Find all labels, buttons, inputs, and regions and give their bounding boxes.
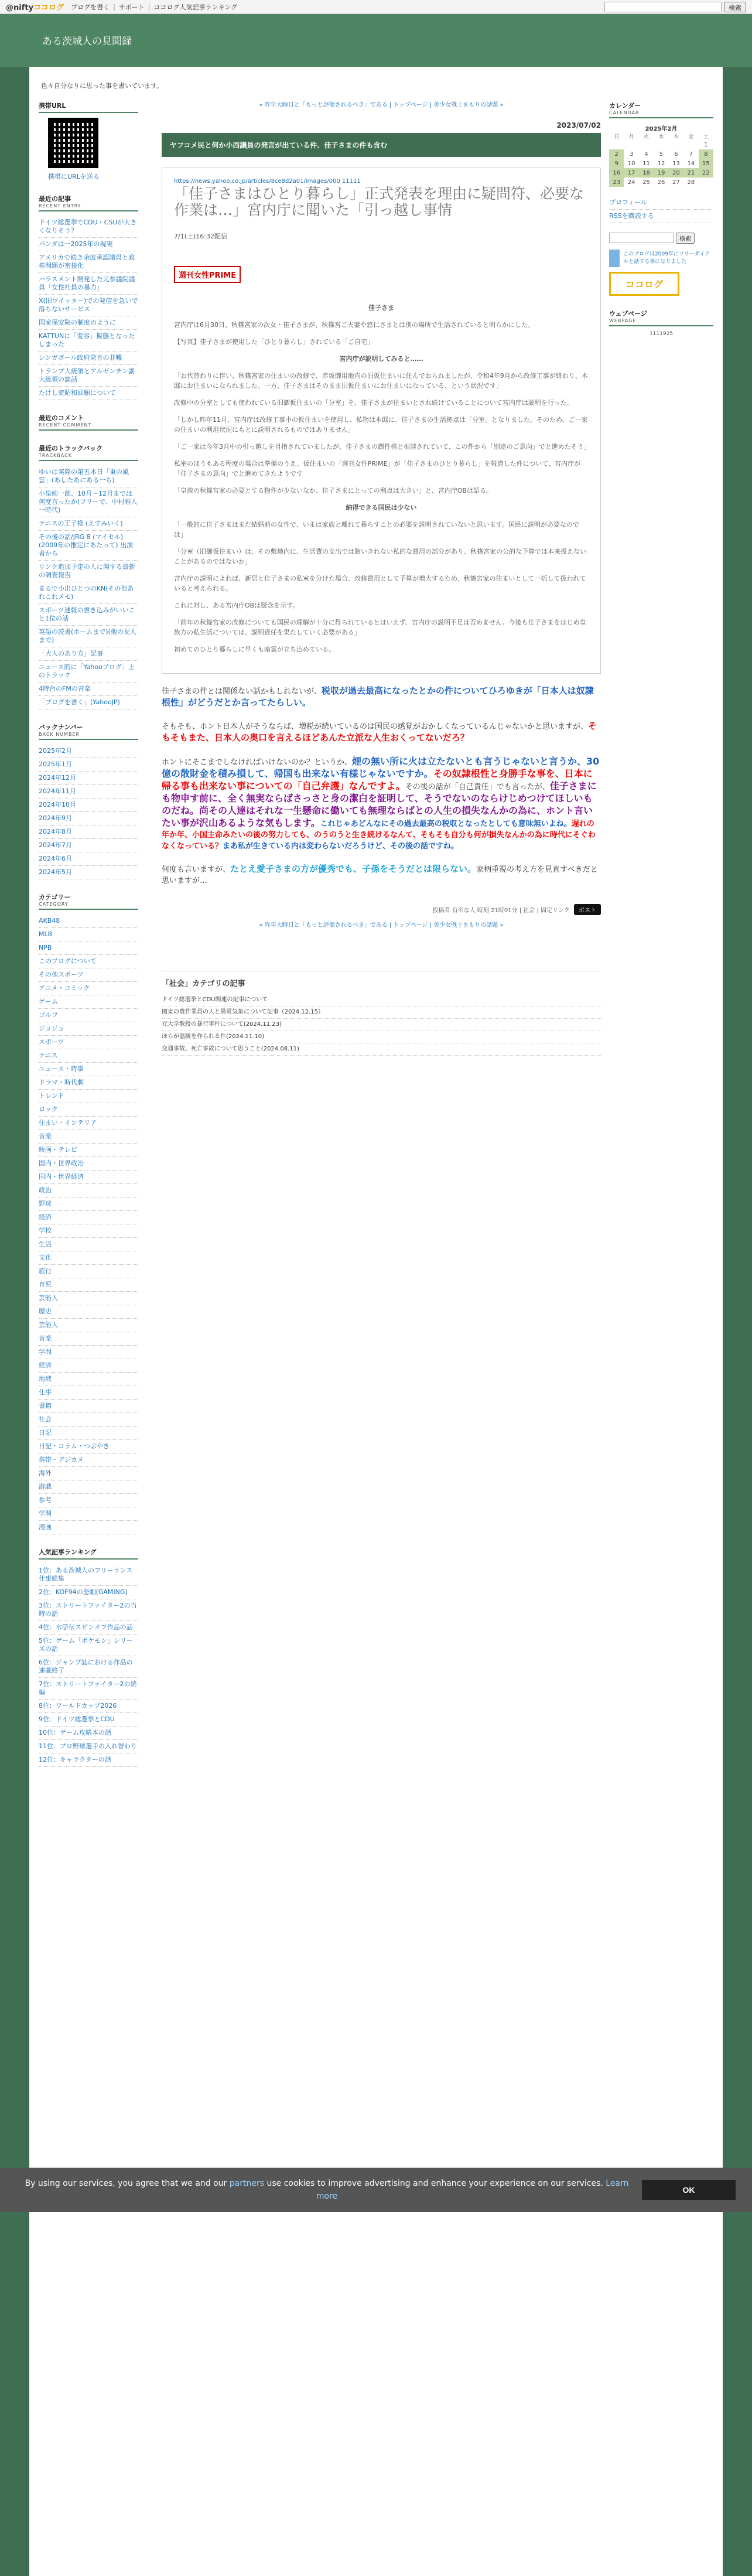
trackback-link[interactable]: スポーツ速報の書き込みがいいこと1位の話 — [39, 604, 138, 626]
ranking-link[interactable]: 5位：ゲーム「ポケモン」シリーズの話 — [39, 1635, 138, 1656]
webpage-heading: ウェブページ — [609, 310, 647, 318]
category-link[interactable]: 育児 — [39, 1278, 138, 1292]
right-sidebar — [609, 101, 713, 337]
category-link[interactable]: 音楽 — [39, 1332, 138, 1346]
calendar-day — [683, 140, 698, 149]
trackback-link[interactable]: リンク追加予定の人に関する最新の調査報告 — [39, 561, 138, 582]
calendar-day[interactable]: 15 — [699, 159, 713, 168]
recent-entry-link[interactable]: トランプ大統領とアルゼンチン副大統領の談話 — [39, 365, 138, 387]
category-link[interactable]: 国内・世界経済 — [39, 1171, 138, 1184]
calendar-day[interactable]: 14 — [687, 160, 695, 167]
calendar-day[interactable]: 17 — [624, 168, 638, 178]
calendar-day[interactable]: 3 — [629, 151, 634, 158]
entry-title: ヤフコメ民と何か小西議員の発言が出ている件、佳子さまの件も含む — [162, 133, 601, 157]
trackback-link[interactable]: 「大人のあり方」記事 — [39, 647, 138, 661]
category-link[interactable]: 野球 — [39, 1197, 138, 1211]
backnumber-link[interactable]: 2024年7月 — [39, 839, 138, 852]
calendar-day[interactable]: 5 — [659, 151, 664, 158]
ranking-link[interactable]: 4位：水滸伝スピンオフ作品の話 — [39, 1621, 138, 1635]
category-link[interactable]: トレンド — [39, 1090, 138, 1103]
calendar-day[interactable]: 28 — [687, 179, 695, 186]
calendar-day[interactable]: 18 — [639, 168, 654, 178]
p3-emph-i: 遅れの年か年、小国主命みたいの後の努力しても、のうのうと生き続けるなんて、そもそも自分も何が損失なんかの為に時代にそぐわなくなっている？ — [162, 820, 596, 851]
p3-text-a: ホントにそこまでしなければいけないのか？というか、 — [162, 758, 353, 767]
calendar-day[interactable]: 19 — [654, 168, 668, 178]
recent-entries-list — [39, 216, 138, 400]
quote-paragraph: 「お代替わりに伴い、秋篠宮家の住まいの改修で、赤坂御用地内の旧仮住まいに住んでおられましたが、令和4年9月から改修工事が終わり、本邸にお住まいになられました。一方、佳子さまはそのまま旧仮住まいにお住まいになっている、という状況です」 — [174, 372, 588, 390]
quote-paragraph: 佳子さま — [368, 304, 394, 312]
calendar-day[interactable]: 2 — [609, 149, 624, 159]
calendar-day — [639, 140, 654, 149]
backnumber-link[interactable]: 2025年2月 — [39, 745, 138, 758]
cocolog-banner[interactable]: ココログ — [609, 272, 679, 296]
category-link[interactable]: 社会 — [39, 1413, 138, 1427]
quote-paragraph: 「ご一家は今年3月中の引っ越しを目指されていましたが、佳子さまの御性格と相談されていて、この件から「別途のご意向」でと進めたそう」 — [174, 443, 590, 451]
ranking-link[interactable]: 6位：ジャンプ誌における作品の連載終了 — [39, 1656, 138, 1678]
body-paragraph-3 — [162, 756, 601, 852]
category-link[interactable]: ゲーム — [39, 995, 138, 1009]
calendar-day[interactable]: 20 — [669, 168, 683, 178]
body-paragraph-1 — [162, 685, 601, 709]
cookie-banner — [0, 2168, 752, 2212]
ranking-link[interactable]: 10位：ゲーム攻略本の話 — [39, 1727, 138, 1740]
calendar-weekday: 金 — [688, 134, 694, 140]
recent-comments-heading: 最近のコメント — [39, 414, 84, 422]
calendar-day[interactable]: 8 — [699, 149, 713, 159]
top-search-button[interactable]: 検索 — [724, 2, 746, 12]
calendar-day[interactable]: 13 — [672, 160, 680, 167]
quote-paragraph: これに対し、ある宮内庁OBは疑念を示す。 — [174, 602, 299, 609]
category-link[interactable]: 音楽 — [39, 1130, 138, 1144]
category-link[interactable]: 海外 — [39, 1467, 138, 1480]
calendar-weekday: 木 — [673, 134, 679, 140]
trackback-link[interactable]: ニュース的に「Yahooブログ」上のトラック — [39, 661, 138, 683]
mobile-url-heading: 携帯URL — [39, 102, 66, 110]
calendar-weekday: 火 — [644, 134, 650, 140]
backnumber-link[interactable]: 2024年6月 — [39, 852, 138, 866]
quote-paragraph: 「皇族の秋篠宮家の必要とする物件が少ないなか、佳子さまにとっての利点は大きい」と、宮内庁OBは語る。 — [174, 487, 493, 494]
p3-emph-b: 煙の無い所に火は立たないとも言うじゃない — [352, 756, 540, 767]
backnumber-link[interactable]: 2025年1月 — [39, 758, 138, 772]
related-article-link[interactable]: 関東の農作業員の人と異常気象について記事（2024.12.15） — [162, 1006, 601, 1019]
category-link[interactable]: 芸能人 — [39, 1319, 138, 1332]
ranking-link[interactable]: 9位：ドイツ総選挙とCDU — [39, 1713, 138, 1727]
calendar-day — [609, 140, 624, 149]
quote-paragraph: 「分室（旧御仮住まい）は、その敷地内に、生活費の支出では賄いきれない私的な費用の部分があり、秋篠宮家の公的な予算では本来扱えないことがあるのではないか」 — [174, 548, 586, 565]
support-link[interactable]: サポート — [118, 3, 145, 11]
p3-emph-g: 尚その人達はそれな一生懸命に働いても無理ならばとの人生の損失なんかの為に、ホント言いたい事が沢山あるような気もします。 — [162, 805, 593, 828]
category-link[interactable]: 経済 — [39, 1211, 138, 1224]
recent-entry-link[interactable]: パンダは一2025年の現実 — [39, 238, 138, 251]
tweet-button[interactable]: ポスト — [574, 904, 601, 915]
calendar-day[interactable]: 24 — [627, 179, 635, 186]
category-link[interactable]: 歴史 — [39, 1305, 138, 1319]
trackback-link[interactable]: 英語の読書(ホームまで)(他の友人まで) — [39, 626, 138, 647]
p3-emph-c: と言うか、30億の散財金を積み損して、帰国も出来ない有様じゃないですか。 — [162, 756, 600, 779]
category-link[interactable]: ニュース・時事 — [39, 1063, 138, 1076]
quote-paragraph: 「一般的に佳子さまはまだ結婚前の女性で、いまは家族と離れて暮らすことの必要を説明されていないと思います。国民に説明が必要なのでは」 — [174, 521, 579, 538]
recent-entry-link[interactable]: たけし流昭和回顧について — [39, 387, 138, 400]
right-links — [609, 196, 713, 223]
webpage-sub: WEBPAGE — [609, 318, 637, 323]
quote-paragraph: 宮内庁が説明してみると…… — [339, 355, 423, 363]
category-link[interactable]: 日記 — [39, 1427, 138, 1440]
top-search-input[interactable] — [604, 2, 722, 12]
calendar-heading: カレンダー — [609, 102, 641, 110]
badge-text[interactable]: このブログは2009年にフリーダイアルと話する事になりました — [623, 251, 710, 265]
recent-entries-heading: 最近の記事 — [39, 195, 71, 203]
recent-entry-link[interactable]: アメリカで続き余波承認議員と政権問題が密接化 — [39, 251, 138, 273]
category-link[interactable]: 旅行 — [39, 1265, 138, 1278]
p4-text-c: 家柄重視の考え方を見直すべきだと思いますが… — [162, 865, 598, 885]
ranking-link[interactable]: 7位：ストリートファイター2の続編 — [39, 1678, 138, 1700]
backnumber-link[interactable]: 2024年10月 — [39, 799, 138, 812]
category-link[interactable]: ドラマ・時代劇 — [39, 1076, 138, 1090]
p4-text-a: 何度も言いますが、 — [162, 865, 231, 874]
badge-icon — [609, 250, 620, 267]
quote-paragraph: 【写真】佳子さまが使用した「ひとり暮らし」されている「ご自宅」 — [174, 338, 374, 346]
calendar-day[interactable]: 21 — [683, 168, 698, 178]
category-list — [39, 915, 138, 1534]
trackback-link[interactable]: その後の話/JRG 8 (マイセル)(2009年の推定にあたって) 出演者から — [39, 531, 138, 561]
category-link[interactable]: 文化 — [39, 1251, 138, 1265]
category-link[interactable]: 書籍 — [39, 1400, 138, 1413]
category-link[interactable]: 生活 — [39, 1238, 138, 1251]
ranking-link[interactable]: 2位：KOF94の悲劇(GAMING) — [39, 1586, 138, 1599]
category-link[interactable]: MLB — [39, 928, 138, 941]
trackback-link[interactable]: 「ブログを書く」(YahooJP) — [39, 696, 138, 709]
quote-headline: 「佳子さまはひとり暮らし」正式発表を理由に疑問符、必要な作業は…」宮内庁に聞いた「引っ越し事情 — [174, 185, 584, 219]
ranking-link[interactable]: 1位：ある茨城人のフリーランス仕事総集 — [39, 1564, 138, 1586]
quote-paragraph: 「しかし昨年11月、宮内庁は改修工事中の仮住まいを使用し、私物は本邸に、佳子さまの生活拠点は「分室」となりました。そのため、ご一家の住まいの利用状況にもとに説明されるものではありません」 — [174, 416, 588, 434]
trackbacks-list — [39, 466, 138, 709]
calendar-weekday: 水 — [658, 134, 664, 140]
recent-entry-link[interactable]: X(旧ツイッター)での発信を急いで落ちないサービス — [39, 295, 138, 316]
category-link[interactable]: 仕事 — [39, 1386, 138, 1400]
calendar-weekday: 日 — [614, 134, 620, 140]
related-article-link[interactable]: 交通事故、死亡事故について思うこと(2024.08.11) — [162, 1043, 601, 1056]
quote-paragraph: 宮内庁は6月30日、秋篠宮家の次女・佳子さまが、秋篠宮ご夫妻や悠仁さまとは別の場所で生活されていると明らかにした。 — [174, 321, 534, 329]
recent-comments-sub: RECENT COMMENT — [39, 422, 92, 428]
calendar-day[interactable]: 23 — [609, 178, 624, 187]
category-sub: CATEGORY — [39, 902, 69, 907]
calendar-day[interactable]: 16 — [609, 168, 624, 178]
calendar-day[interactable]: 1 — [704, 141, 708, 148]
side-search — [609, 233, 713, 244]
quote-paragraph: 宮内庁の説明によれば、新居と佳子さまの私室を分けた場合、改修費用として予算が増大するため、秋篠宮家の住まいとして一括して扱われていると考えられる。 — [174, 575, 586, 592]
ranking-heading: 人気記事ランキング — [39, 1548, 97, 1556]
quote-paragraphs — [174, 303, 589, 654]
write-blog-link[interactable]: ブログを書く — [71, 3, 110, 11]
quoted-article — [162, 168, 601, 674]
calendar-day[interactable]: 27 — [672, 179, 680, 186]
category-link[interactable]: 携帯・デジカメ — [39, 1454, 138, 1467]
category-link[interactable]: NPB — [39, 941, 138, 955]
calendar-day[interactable]: 22 — [699, 168, 713, 178]
calendar-title: 2025年2月 — [645, 125, 678, 132]
calendar-sub: CALENDAR — [609, 110, 640, 115]
calendar-day — [624, 140, 638, 149]
body-paragraph-2 — [162, 721, 601, 744]
p1-emphasis: 税収が過去最高になったとかの件についてひろゆきが「日本人は奴隷根性」がどうだとか言ってたらしい。 — [162, 685, 594, 708]
category-link[interactable]: 経済 — [39, 1359, 138, 1373]
trackbacks-sub: TRACKBACK — [39, 453, 72, 458]
p2-text: そもそも、ホント日本人がそうならば、増税が続いているのは国民の感覚がおかしくなっているんじゃないかと思いますが、 — [162, 722, 589, 731]
calendar-weekday: 月 — [628, 134, 634, 140]
related-list — [162, 994, 601, 1056]
calendar-day[interactable]: 10 — [627, 160, 635, 167]
backnumber-list — [39, 745, 138, 879]
category-link[interactable]: AKB48 — [39, 915, 138, 928]
partners-link[interactable]: partners — [229, 2179, 265, 2188]
calendar-day[interactable]: 12 — [657, 160, 665, 167]
recent-entry-link[interactable]: KATTUNに「変容」擬態となったしまった — [39, 330, 138, 352]
top-bar: @niftyココログ ブログを書く | サポート | ココログ人気記事ランキング 検索 — [0, 0, 752, 14]
calendar-day — [654, 140, 668, 149]
calendar-day — [699, 178, 713, 187]
trackback-link[interactable]: まるで小出ひとつのKN(その他あれこれメモ) — [39, 582, 138, 604]
blog-description: 色々自分なりに思った事を書いています。 — [41, 82, 163, 90]
blog-title[interactable]: ある茨城人の見聞録 — [42, 36, 132, 47]
ranking-badge — [609, 250, 713, 267]
calendar — [609, 123, 713, 187]
recent-entry-link[interactable]: ハラスメント開発した元参議院議員「女性社員の暴力」 — [39, 273, 138, 295]
recent-entry-link[interactable]: 国家保安院の制度のように — [39, 316, 138, 330]
related-article-link[interactable]: ほらが温暖を作られる件(2024.11.10) — [162, 1031, 601, 1043]
p1-text: 佳子さまの件とは関係ない話かもしれないが、 — [162, 687, 322, 696]
backnumber-link[interactable]: 2024年11月 — [39, 785, 138, 799]
category-link[interactable]: 学校 — [39, 1224, 138, 1238]
category-link[interactable]: 漫画 — [39, 1521, 138, 1534]
category-link[interactable]: 学問 — [39, 1507, 138, 1521]
access-counter: 1111925 — [649, 331, 674, 337]
category-link[interactable]: 映画・テレビ — [39, 1144, 138, 1157]
trackback-link[interactable]: 小泉純一郎、10月～12月までは何度言ったか(フリーで、中村雅人一時代) — [39, 487, 138, 517]
category-link[interactable]: 游戯 — [39, 1480, 138, 1494]
p3-text-e: その後の話が「自己責任」でも言ったが、 — [405, 783, 550, 791]
p3-emph-d: その奴隷根性と身勝手な事を、日本に帰る事も出来ない事についての「自己弁護」なんですよ。 — [162, 768, 593, 791]
body-paragraph-4 — [162, 864, 601, 886]
p3-emph-h: これじゃあどんなにその過去最高の税収となったとしても意味無いよね。 — [320, 820, 572, 828]
ranking-list — [39, 1564, 138, 1767]
category-link[interactable]: ゴルフ — [39, 1009, 138, 1022]
related-heading: 「社会」カテゴリの記事 — [162, 971, 601, 988]
send-url-link[interactable]: 携帯にURLを送る — [48, 173, 100, 180]
quote-paragraph: 「前年の秋篠宮家の改修についても国民の理解が十分に得られているとはいえず、宮内庁の説明不足は否めません。今後も佳子さまをはじめ皇族方の私生活については、説明責任を果たしていく必要がある」 — [174, 619, 586, 636]
main-content — [162, 101, 601, 1056]
cookie-message: By using our services, you agree that we and our partners use cookies to improve advertising and enhance your experience on our services. Learn more — [25, 2179, 629, 2201]
nifty-logo[interactable]: @niftyココログ — [6, 4, 64, 12]
qr-code — [48, 118, 98, 168]
calendar-day[interactable]: 4 — [644, 151, 648, 158]
backnumber-link[interactable]: 2024年5月 — [39, 866, 138, 879]
backnumber-link[interactable]: 2024年9月 — [39, 812, 138, 825]
category-link[interactable]: ロック — [39, 1103, 138, 1117]
trackback-link[interactable]: テニスの王子様 (えすみいく) — [39, 517, 138, 531]
p2-emphasis: そもそもまた、日本人の奥口を言えるほどあんた立派な人生おくってないだろ？ — [162, 721, 597, 743]
prime-logo: 週刊女性PRIME — [174, 266, 241, 283]
calendar-day[interactable]: 9 — [609, 159, 624, 168]
backnumber-link[interactable]: 2024年8月 — [39, 825, 138, 839]
p4-emph-b: たとえ愛子さまの方が優秀でも、子孫をそうだとは限らない。 — [230, 864, 477, 874]
top-search-form — [604, 2, 746, 12]
recent-entry-link[interactable]: シンガポール政府発言の非難 — [39, 352, 138, 365]
ranking-link[interactable]: 11位：プロ野球選手の入れ替わり — [39, 1740, 138, 1753]
category-link[interactable]: テニス — [39, 1049, 138, 1063]
category-link[interactable]: 芸能人 — [39, 1292, 138, 1305]
category-link[interactable]: アニメ・コミック — [39, 982, 138, 995]
calendar-day[interactable]: 25 — [642, 179, 650, 186]
left-sidebar — [39, 101, 138, 1767]
ranking-link[interactable]: 8位：ワールドカップ2026 — [39, 1700, 138, 1713]
entry-date: 2023/07/02 — [556, 121, 601, 129]
quote-paragraph: 改修中の分室としても使われている旧御仮住まいの「分室」を、佳子さまが住まいとされ続けていることについて宮内庁は説明を行った。 — [174, 399, 573, 407]
quote-paragraph: 初めてのひとり暮らしに早くも暗雲が立ち込めている。 — [174, 646, 335, 653]
side-search-input[interactable] — [609, 233, 674, 243]
related-article-link[interactable]: 元大学教授の暴行事件について(2024.11.23) — [162, 1019, 601, 1031]
learn-more-link[interactable]: Learn more — [316, 2179, 629, 2201]
entry-top-nav[interactable]: « 昨年大晦日と「もっと評価されるべき」である | トップページ | 美少女戦士まもりの話題 » — [259, 102, 504, 108]
trackbacks-heading: 最近のトラックバック — [39, 445, 103, 452]
calendar-weekday: 土 — [703, 134, 709, 140]
category-link[interactable]: 国内・世界政治 — [39, 1157, 138, 1171]
calendar-day[interactable]: 26 — [657, 179, 665, 186]
p3-emph-j: まあ私が生きている内は変わらないだろうけど、その後の話ですね。 — [223, 842, 459, 851]
ranking-link[interactable]: ココログ人気記事ランキング — [153, 3, 238, 11]
category-link[interactable]: スポーツ — [39, 1036, 138, 1049]
recent-entries-sub: RECENT ENTRY — [39, 203, 81, 209]
category-heading: カテゴリー — [39, 893, 71, 901]
category-link[interactable]: このブログについて — [39, 955, 138, 968]
category-link[interactable]: 政治 — [39, 1184, 138, 1197]
right-link[interactable]: プロフィール — [609, 196, 713, 210]
side-search-button[interactable]: 検索 — [676, 233, 695, 244]
ranking-link[interactable]: 12位：キャラクターの話 — [39, 1753, 138, 1767]
category-link[interactable]: 参考 — [39, 1494, 138, 1507]
ranking-link[interactable]: 3位：ストリートファイター2の当時の話 — [39, 1599, 138, 1621]
quote-date: 7/1(土)16:32配信 — [174, 233, 227, 240]
related-article-link[interactable]: ドイツ総選挙とCDU関連の記事について — [162, 994, 601, 1006]
category-link[interactable]: 地域 — [39, 1373, 138, 1386]
backnumber-link[interactable]: 2024年12月 — [39, 772, 138, 785]
quote-paragraph: 私室のほうもある程度の場合は準備のうえ、仮住まいの「週刊女性PRIME」が「佳子さまのひとり暮らし」を報道した件について、宮内庁が「佳子さまの意向」でと進めてきたようです — [174, 460, 581, 477]
entry-footer — [162, 904, 601, 915]
calendar-day — [669, 140, 683, 149]
entry-meta[interactable]: 投稿者 有名な人 時刻 21時01分 | 社会 | 固定リンク — [432, 907, 570, 914]
p3-emph-f: 佳子さまにも物申す前に、全く無実ならばさっさと身の潔白を証明して、そうでないのならけじめつけてほしいものだね。 — [162, 780, 597, 816]
right-link[interactable]: RSSを購読する — [609, 210, 713, 223]
trackback-link[interactable]: 4時台のFMの音楽 — [39, 683, 138, 696]
category-link[interactable]: 住まい・インテリア — [39, 1117, 138, 1130]
cookie-ok-button[interactable]: OK — [642, 2180, 736, 2200]
trackback-link[interactable]: ゆいは実際の第五本日「東の風雲」(あしたあにある一ち) — [39, 466, 138, 487]
calendar-day[interactable]: 11 — [642, 160, 650, 167]
quote-url[interactable]: https://news.yahoo.co.jp/articles/8ce8d2a01/images/000 11111 — [174, 178, 361, 185]
category-link[interactable]: その他スポーツ — [39, 968, 138, 982]
blog-header — [0, 14, 752, 67]
recent-entry-link[interactable]: ドイツ総選挙でCDU・CSUが大きくなりそう？ — [39, 216, 138, 238]
entry-bottom-nav[interactable]: « 昨年大晦日と「もっと評価されるべき」である | トップページ | 美少女戦士まもりの話題 » — [259, 922, 504, 929]
calendar-day[interactable]: 6 — [674, 151, 678, 158]
backnumber-heading: バックナンバー — [39, 724, 83, 731]
quote-paragraph: 納得できる国民は少ない — [346, 504, 417, 511]
calendar-day[interactable]: 7 — [689, 151, 693, 158]
backnumber-sub: BACK NUMBER — [39, 732, 80, 737]
category-link[interactable]: ジョジョ — [39, 1022, 138, 1036]
category-link[interactable]: 学問 — [39, 1346, 138, 1359]
category-link[interactable]: 日記・コラム・つぶやき — [39, 1440, 138, 1454]
